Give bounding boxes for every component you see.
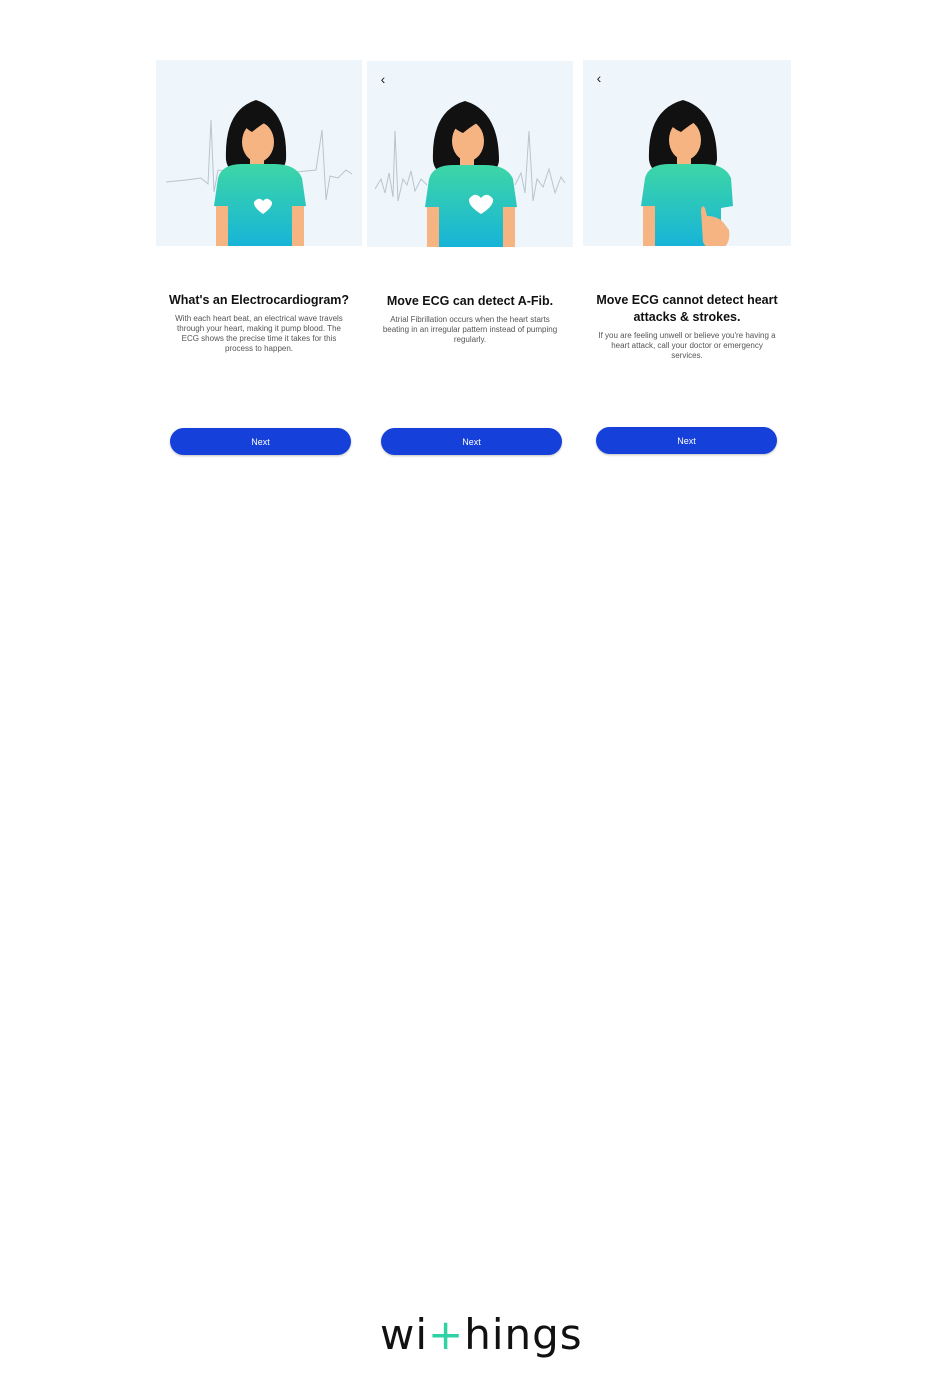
- logo-prefix: wi: [380, 1310, 429, 1359]
- screen-description: If you are feeling unwell or believe you're having a heart attack, call your doctor or emergency services.: [598, 331, 776, 360]
- screen-title: What's an Electrocardiogram?: [168, 293, 350, 307]
- onboarding-screen-afib: [367, 61, 573, 447]
- back-chevron-icon[interactable]: ‹: [596, 70, 602, 86]
- woman-heart-illustration: [156, 60, 362, 246]
- screen-description: Atrial Fibrillation occurs when the heart starts beating in an irregular pattern instead of pumping regularly.: [382, 315, 558, 344]
- next-button[interactable]: Next: [596, 427, 777, 454]
- screen-title: Move ECG cannot detect heart attacks & strokes.: [596, 293, 778, 324]
- limitations-illustration: [583, 60, 791, 246]
- woman-heart-irregular-illustration: [367, 61, 573, 247]
- screen-description: With each heart beat, an electrical wave travels through your heart, making it pump blood. The ECG shows the precise time it takes for this process to happen.: [175, 314, 343, 353]
- logo-plus: +: [428, 1310, 465, 1359]
- afib-illustration: [367, 61, 573, 247]
- withings-logo: [380, 1310, 583, 1360]
- back-chevron-icon[interactable]: ‹: [380, 71, 386, 87]
- next-button[interactable]: Next: [381, 428, 562, 455]
- screen-title: Move ECG can detect A-Fib.: [386, 294, 554, 308]
- woman-pointing-illustration: [583, 60, 791, 246]
- onboarding-screen-limitations: [583, 60, 791, 446]
- ecg-illustration: [156, 60, 362, 246]
- next-button[interactable]: Next: [170, 428, 351, 455]
- logo-suffix: hings: [464, 1310, 583, 1359]
- onboarding-screen-ecg-intro: [156, 60, 362, 447]
